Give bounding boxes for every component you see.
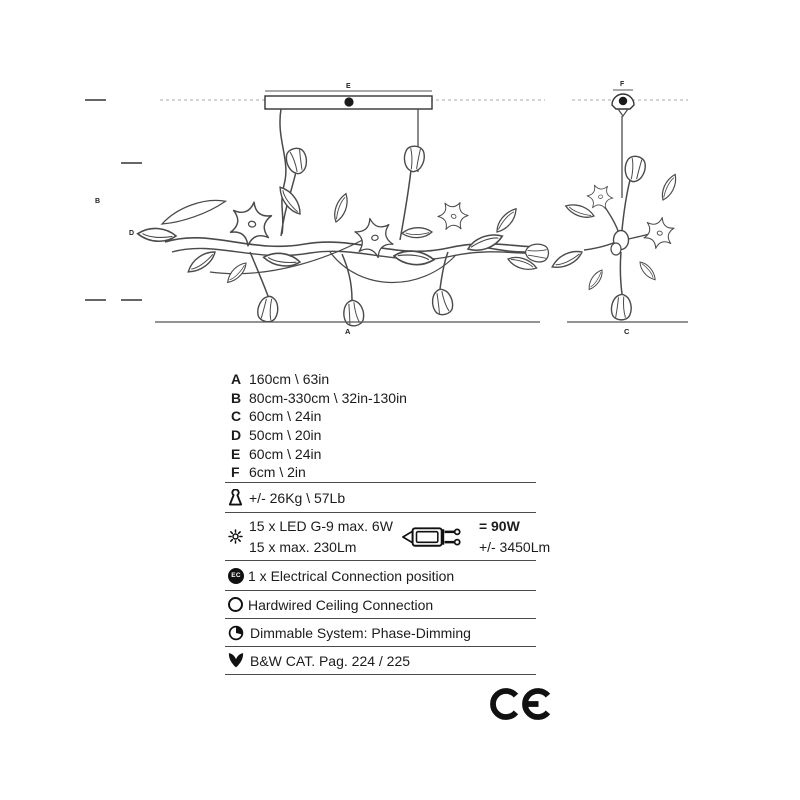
electrical-connection-text: 1 x Electrical Connection position <box>248 567 455 584</box>
led-total-watt: = 90W <box>478 517 520 534</box>
dim-key: B <box>231 389 242 406</box>
dim-label-a: A <box>345 327 351 336</box>
dim-value: 6cm \ 2in <box>249 464 306 481</box>
dimension-row-f <box>231 463 407 482</box>
catalog-row <box>225 646 536 675</box>
dimmable-row <box>225 618 536 646</box>
led-spec-line2: 15 x max. 230Lm <box>249 538 357 555</box>
dim-key: E <box>231 445 241 462</box>
weight-icon <box>228 489 243 506</box>
dim-label-b: B <box>95 198 101 205</box>
spec-table <box>225 482 551 675</box>
weight-value: +/- 26Kg \ 57Lb <box>249 489 346 506</box>
dim-key: F <box>231 464 240 481</box>
electrical-connection-row <box>225 560 536 590</box>
dim-value: 60cm \ 24in <box>249 445 322 462</box>
dim-label-c: C <box>624 327 630 336</box>
dim-value: 50cm \ 20in <box>249 427 322 444</box>
electrical-connection-icon: EC <box>228 568 244 584</box>
dimension-row-a <box>231 370 407 389</box>
dim-value: 80cm-330cm \ 32in-130in <box>249 389 407 406</box>
dimension-row-d <box>231 426 407 445</box>
g9-bulb-icon <box>401 524 463 550</box>
dim-key: D <box>231 427 242 444</box>
chandelier-front-view <box>137 145 549 327</box>
ce-mark-icon <box>490 686 560 722</box>
hardwired-ceiling-icon <box>228 597 243 612</box>
weight-row <box>225 482 536 512</box>
brand-logo-icon <box>228 652 244 669</box>
led-spec-line1: 15 x LED G-9 max. 6W <box>249 517 393 534</box>
dim-label-f: F <box>620 81 625 88</box>
dim-label-d: D <box>129 230 135 237</box>
hardwired-text: Hardwired Ceiling Connection <box>248 596 434 613</box>
hardwired-row <box>225 590 536 618</box>
dimension-row-c <box>231 407 407 426</box>
dim-value: 160cm \ 63in <box>249 371 330 388</box>
dim-key: C <box>231 408 242 425</box>
dim-value: 60cm \ 24in <box>249 408 322 425</box>
catalog-text: B&W CAT. Pag. 224 / 225 <box>250 652 411 669</box>
led-total-lumen: +/- 3450Lm <box>478 538 551 555</box>
dimmable-text: Dimmable System: Phase-Dimming <box>250 624 471 641</box>
chandelier-side-view <box>550 155 681 321</box>
dimension-row-e <box>231 444 407 463</box>
dimension-list <box>231 370 407 482</box>
dim-label-e: E <box>346 83 351 90</box>
technical-drawing <box>0 0 800 360</box>
led-row <box>225 512 551 560</box>
light-output-icon <box>228 529 243 544</box>
dimension-row-b <box>231 389 407 408</box>
dimmable-icon <box>228 625 244 641</box>
ce-mark <box>490 686 560 727</box>
dimension-ticks <box>85 100 142 300</box>
canopy-side-view <box>612 94 634 116</box>
dim-key: A <box>231 371 242 388</box>
electrical-connection-dot <box>344 97 353 106</box>
